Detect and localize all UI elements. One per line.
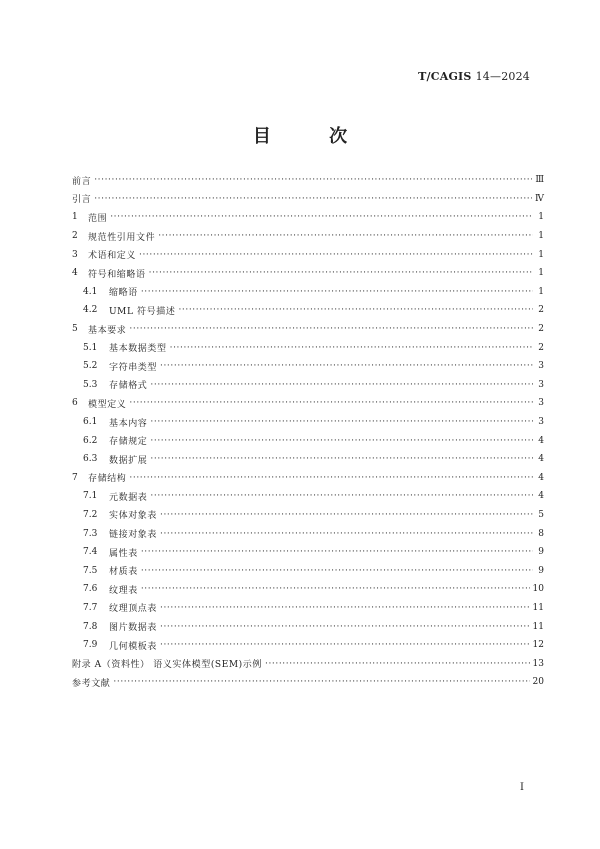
toc-entry-page: 3	[538, 398, 544, 409]
toc-entry[interactable]	[72, 617, 544, 636]
toc-entry-label: UML 符号描述	[109, 306, 176, 317]
table-of-contents	[72, 171, 544, 692]
toc-entry-label: 存储结构	[88, 474, 127, 485]
toc-leader-dots	[110, 212, 533, 222]
toc-leader-dots	[94, 175, 532, 185]
toc-entry-number: 7.6	[83, 584, 98, 595]
toc-entry-page: 20	[532, 677, 544, 688]
toc-leader-dots	[94, 194, 532, 204]
toc-title: 目 次	[252, 126, 374, 147]
toc-entry-label: 符号和缩略语	[88, 269, 146, 280]
toc-entry-label: 链接对象表	[109, 530, 158, 541]
toc-entry-label: 数据扩展	[109, 455, 148, 466]
toc-entry-label: 纹理表	[109, 585, 138, 596]
toc-leader-dots	[150, 417, 533, 427]
toc-entry[interactable]	[72, 506, 544, 525]
toc-leader-dots	[170, 343, 533, 353]
toc-entry-number: 2	[72, 231, 78, 242]
toc-entry-page: 9	[538, 547, 544, 558]
toc-leader-dots	[265, 659, 530, 669]
toc-entry-label: 前言	[72, 176, 92, 187]
toc-entry-number: 6.1	[83, 417, 98, 428]
toc-entry-number: 1	[72, 212, 78, 223]
toc-entry[interactable]	[72, 487, 544, 506]
toc-entry-label: 范围	[88, 213, 108, 224]
toc-entry-number: 4.2	[83, 305, 98, 316]
toc-leader-dots	[160, 361, 533, 371]
toc-entry-page: 5	[538, 509, 544, 520]
toc-entry-label: 几何模板表	[109, 641, 158, 652]
toc-entry-number: 7.8	[83, 621, 98, 632]
toc-entry-number: 7.7	[83, 602, 98, 613]
toc-leader-dots	[149, 268, 533, 278]
toc-entry-label: 引言	[72, 195, 92, 206]
toc-entry-page: 4	[538, 491, 544, 502]
toc-entry-number: 4.1	[83, 286, 98, 297]
toc-leader-dots	[160, 510, 533, 520]
toc-entry-number: 7.4	[83, 547, 98, 558]
toc-entry[interactable]	[72, 301, 544, 320]
toc-entry-page: 8	[538, 528, 544, 539]
toc-leader-dots	[141, 584, 530, 594]
toc-entry[interactable]	[72, 264, 544, 283]
toc-entry-page: 11	[532, 621, 544, 632]
toc-entry-label: 基本要求	[88, 325, 127, 336]
toc-leader-dots	[141, 287, 533, 297]
toc-entry-page: 2	[538, 305, 544, 316]
page-number: Ⅰ	[520, 782, 524, 793]
toc-entry-label: 实体对象表	[109, 511, 158, 522]
toc-entry[interactable]	[72, 245, 544, 264]
toc-entry[interactable]	[72, 524, 544, 543]
toc-leader-dots	[141, 547, 533, 557]
toc-entry[interactable]	[72, 320, 544, 339]
toc-entry-number: 7.9	[83, 640, 98, 651]
toc-entry-page: 1	[538, 212, 544, 223]
toc-entry-page: Ⅲ	[535, 175, 544, 186]
toc-entry-page: 4	[538, 454, 544, 465]
toc-entry[interactable]	[72, 190, 544, 209]
toc-entry-number: 5	[72, 324, 78, 335]
toc-entry[interactable]	[72, 561, 544, 580]
toc-leader-dots	[150, 436, 533, 446]
toc-entry-number: 6.3	[83, 454, 98, 465]
toc-entry-label: 术语和定义	[88, 251, 137, 262]
toc-entry[interactable]	[72, 394, 544, 413]
toc-entry[interactable]	[72, 283, 544, 302]
toc-leader-dots	[178, 305, 533, 315]
toc-leader-dots	[160, 640, 530, 650]
toc-entry[interactable]	[72, 431, 544, 450]
toc-entry[interactable]	[72, 543, 544, 562]
toc-entry[interactable]	[72, 376, 544, 395]
toc-entry-page: 13	[532, 658, 544, 669]
toc-entry[interactable]	[72, 673, 544, 692]
toc-entry-label: 存储规定	[109, 437, 148, 448]
toc-entry[interactable]	[72, 580, 544, 599]
toc-entry-page: 3	[538, 361, 544, 372]
toc-entry-page: 3	[538, 379, 544, 390]
toc-entry-number: 7.5	[83, 565, 98, 576]
toc-entry-page: 4	[538, 472, 544, 483]
toc-leader-dots	[150, 454, 533, 464]
toc-leader-dots	[129, 398, 533, 408]
toc-entry-label: 属性表	[109, 548, 138, 559]
toc-entry[interactable]	[72, 636, 544, 655]
toc-entry-number: 5.2	[83, 361, 98, 372]
toc-entry-label: 参考文献	[72, 678, 111, 689]
toc-entry-label: 纹理顶点表	[109, 604, 158, 615]
toc-entry-page: 12	[532, 640, 544, 651]
toc-entry-number: 6.2	[83, 435, 98, 446]
toc-entry-label: 附录 A（资料性） 语义实体模型(SEM)示例	[72, 660, 262, 671]
toc-entry-number: 7	[72, 472, 78, 483]
toc-entry-page: Ⅳ	[535, 193, 544, 204]
toc-entry-number: 7.3	[83, 528, 98, 539]
toc-entry[interactable]	[72, 413, 544, 432]
toc-entry[interactable]	[72, 469, 544, 488]
toc-entry-number: 7.2	[83, 509, 98, 520]
toc-entry-label: 规范性引用文件	[88, 232, 156, 243]
toc-entry-page: 1	[538, 249, 544, 260]
toc-entry-page: 1	[538, 231, 544, 242]
document-code-prefix: T/CAGIS	[418, 70, 472, 83]
toc-leader-dots	[160, 622, 530, 632]
toc-leader-dots	[150, 491, 533, 501]
toc-entry-label: 材质表	[109, 567, 138, 578]
toc-entry-label: 基本内容	[109, 418, 148, 429]
toc-entry[interactable]	[72, 171, 544, 190]
toc-entry-label: 缩略语	[109, 288, 138, 299]
toc-entry[interactable]	[72, 338, 544, 357]
toc-leader-dots	[139, 250, 533, 260]
toc-entry-label: 存储格式	[109, 381, 148, 392]
document-code	[418, 70, 530, 83]
toc-entry-page: 2	[538, 324, 544, 335]
toc-entry-label: 模型定义	[88, 399, 127, 410]
toc-entry-number: 6	[72, 398, 78, 409]
toc-leader-dots	[158, 231, 533, 241]
toc-entry-label: 元数据表	[109, 492, 148, 503]
toc-entry-page: 1	[538, 268, 544, 279]
toc-leader-dots	[129, 324, 533, 334]
toc-entry-label: 图片数据表	[109, 623, 158, 634]
toc-entry-number: 3	[72, 249, 78, 260]
toc-entry-page: 11	[532, 602, 544, 613]
toc-entry-page: 3	[538, 417, 544, 428]
toc-leader-dots	[160, 529, 533, 539]
toc-entry-number: 5.3	[83, 379, 98, 390]
toc-entry[interactable]	[72, 599, 544, 618]
toc-entry-number: 4	[72, 268, 78, 279]
toc-entry-page: 10	[532, 584, 544, 595]
toc-entry-number: 5.1	[83, 342, 98, 353]
toc-entry-number: 7.1	[83, 491, 98, 502]
toc-entry[interactable]	[72, 357, 544, 376]
toc-entry-page: 9	[538, 565, 544, 576]
toc-entry[interactable]	[72, 227, 544, 246]
toc-entry-label: 基本数据类型	[109, 344, 167, 355]
toc-entry-page: 1	[538, 286, 544, 297]
toc-entry[interactable]	[72, 450, 544, 469]
toc-entry-page: 2	[538, 342, 544, 353]
toc-leader-dots	[113, 677, 529, 687]
document-code-number: 14—2024	[475, 70, 530, 83]
toc-leader-dots	[141, 566, 533, 576]
toc-entry[interactable]	[72, 654, 544, 673]
toc-leader-dots	[129, 473, 533, 483]
toc-entry-label: 字符串类型	[109, 362, 158, 373]
toc-entry[interactable]	[72, 208, 544, 227]
toc-leader-dots	[160, 603, 530, 613]
toc-entry-page: 4	[538, 435, 544, 446]
toc-leader-dots	[150, 380, 533, 390]
